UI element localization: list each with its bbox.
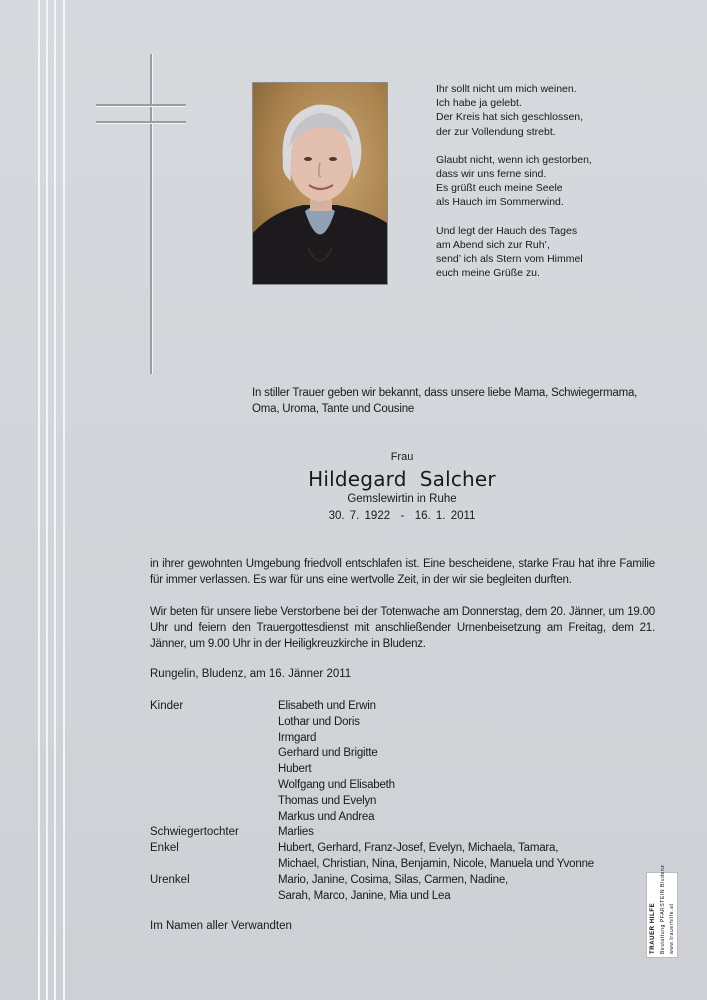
poem-stanza	[436, 153, 592, 210]
poem-line: Ihr sollt nicht um mich weinen.	[436, 83, 577, 95]
funeral-home-logo	[646, 864, 680, 960]
poem-line: Ich habe ja gelebt.	[436, 97, 522, 110]
poem-stanza	[436, 82, 592, 139]
relation-label: Kinder	[150, 700, 184, 712]
relative-names: Marlies	[278, 826, 314, 839]
deceased-name: Hildegard Salcher	[308, 467, 496, 491]
poem-line: dass wir uns ferne sind.	[436, 168, 547, 181]
relative-names: Sarah, Marco, Janine, Mia und Lea	[278, 889, 451, 902]
portrait-photo	[252, 82, 388, 285]
logo-line: Bestattung PFARSTEIN Bludenz	[660, 864, 666, 954]
place-date: Rungelin, Bludenz, am 16. Jänner 2011	[150, 668, 352, 680]
relative-names: Michael, Christian, Nina, Benjamin, Nicole, Manuela und Yvonne	[278, 857, 594, 870]
salutation: Frau	[390, 451, 414, 463]
relative-names: Irmgard	[278, 731, 317, 744]
deceased-role: Gemslewirtin in Ruhe	[347, 493, 457, 505]
life-dates: 30. 7. 1922 - 16. 1. 2011	[328, 510, 476, 522]
poem-line: euch meine Grüße zu.	[436, 267, 540, 280]
relative-names: Markus und Andrea	[278, 810, 375, 823]
relation-label: Enkel	[150, 842, 179, 855]
logo-line: www.trauerhilfe.at	[669, 903, 675, 954]
decorative-stripes	[0, 0, 72, 1000]
stripe	[46, 0, 48, 1000]
passing-paragraph: in ihrer gewohnten Umgebung friedvoll entschlafen ist. Eine bescheidene, starke Frau hat ihre Familie für immer verlassen. Es war für uns eine wertvolle Zeit, in der wir sie begleiten durften.	[150, 558, 655, 586]
service-paragraph: Wir beten für unsere liebe Verstorbene bei der Totenwache am Donnerstag, dem 20. Jänner, um 19.00 Uhr und feiern den Trauergottesdienst mit anschließender Urnenbeisetzung am Freitag, dem 21. Jänner, um 9.00 Uhr in der Heiligkreuzkirche in Bludenz.	[150, 606, 655, 650]
portrait-illustration	[253, 83, 387, 284]
poem-stanza	[436, 224, 592, 281]
relative-names: Lothar und Doris	[278, 715, 360, 728]
relative-names: Thomas und Evelyn	[278, 794, 377, 807]
poem-line: Der Kreis hat sich geschlossen,	[436, 111, 584, 124]
cross-horizontal	[96, 104, 186, 106]
poem-line: der zur Vollendung strebt.	[436, 125, 556, 138]
poem-line: Und legt der Hauch des Tages	[436, 224, 578, 237]
relative-names: Hubert	[278, 763, 312, 776]
logo-line: TRAUER HILFE	[650, 902, 656, 954]
stripe	[63, 0, 65, 1000]
relative-names: Hubert, Gerhard, Franz-Josef, Evelyn, Michaela, Tamara,	[278, 842, 559, 855]
relative-names: Mario, Janine, Cosima, Silas, Carmen, Nadine,	[278, 873, 509, 886]
relative-names: Elisabeth und Erwin	[278, 700, 376, 712]
poem-line: als Hauch im Sommerwind.	[436, 196, 564, 209]
stripe	[54, 0, 56, 1000]
relation-label: Schwiegertochter	[150, 826, 239, 839]
announcement-intro: In stiller Trauer geben wir bekannt, dass unsere liebe Mama, Schwiegermama, Oma, Uroma, Tante und Cousine	[252, 387, 638, 415]
poem	[436, 82, 592, 294]
closing-line: Im Namen aller Verwandten	[150, 920, 292, 932]
cross-vertical	[150, 54, 152, 374]
relative-names: Wolfgang und Elisabeth	[278, 778, 395, 791]
poem-line: Glaubt nicht, wenn ich gestorben,	[436, 153, 592, 166]
stripe	[38, 0, 40, 1000]
cross-horizontal-lower	[96, 121, 186, 123]
relation-label: Urenkel	[150, 873, 190, 886]
poem-line: Es grüßt euch meine Seele	[436, 182, 563, 195]
poem-line: am Abend sich zur Ruh’,	[436, 238, 550, 251]
relative-names: Gerhard und Brigitte	[278, 747, 378, 760]
poem-line: send’ ich als Stern vom Himmel	[436, 253, 583, 266]
